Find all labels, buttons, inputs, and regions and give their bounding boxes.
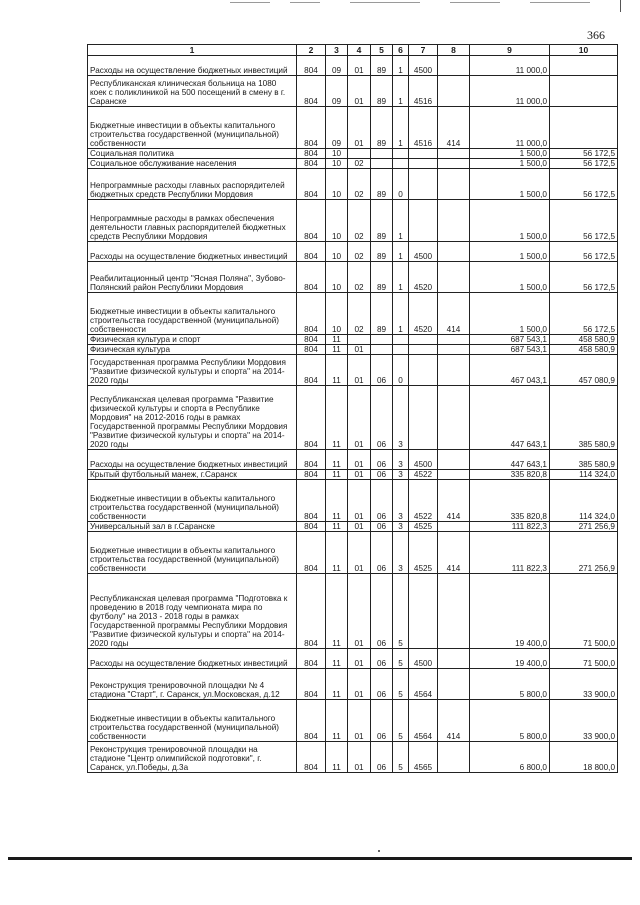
row-value-cell: 06 (371, 522, 393, 532)
row-value-cell (371, 159, 393, 169)
row-value-cell: 687 543,1 (470, 335, 550, 345)
table-row (88, 169, 618, 200)
column-header: 4 (348, 45, 371, 56)
row-value-cell: 06 (371, 669, 393, 700)
row-value-cell (409, 345, 438, 355)
row-value-cell: 804 (297, 470, 326, 480)
row-value-cell: 447 643,1 (470, 386, 550, 450)
row-value-cell (393, 159, 409, 169)
table-row (88, 450, 618, 470)
column-header: 1 (88, 45, 297, 56)
row-value-cell: 1 (393, 262, 409, 293)
row-name-cell: Универсальный зал в г.Саранске (88, 522, 297, 532)
row-value-cell: 1 500,0 (470, 262, 550, 293)
row-value-cell: 804 (297, 149, 326, 159)
row-value-cell: 56 172,5 (550, 159, 618, 169)
table-body (88, 56, 618, 773)
row-name-cell: Бюджетные инвестиции в объекты капитального строительства государственной (муниципальной) собственности (88, 293, 297, 335)
table-row (88, 470, 618, 480)
row-value-cell: 4565 (409, 742, 438, 773)
row-value-cell: 06 (371, 480, 393, 522)
row-value-cell: 447 643,1 (470, 450, 550, 470)
row-value-cell (409, 149, 438, 159)
row-value-cell: 10 (326, 159, 348, 169)
row-value-cell: 11 (326, 355, 348, 386)
row-value-cell (438, 649, 470, 669)
row-value-cell (409, 159, 438, 169)
row-value-cell (438, 470, 470, 480)
row-value-cell: 01 (348, 386, 371, 450)
row-value-cell: 10 (326, 262, 348, 293)
row-value-cell: 11 (326, 335, 348, 345)
row-value-cell (438, 345, 470, 355)
row-value-cell (393, 345, 409, 355)
column-header: 8 (438, 45, 470, 56)
row-value-cell: 09 (326, 107, 348, 149)
row-value-cell: 804 (297, 649, 326, 669)
table-row (88, 649, 618, 669)
row-value-cell: 111 822,3 (470, 532, 550, 574)
row-value-cell: 89 (371, 293, 393, 335)
row-value-cell: 11 (326, 480, 348, 522)
row-value-cell: 02 (348, 293, 371, 335)
row-value-cell: 414 (438, 293, 470, 335)
row-value-cell: 3 (393, 450, 409, 470)
row-value-cell: 10 (326, 149, 348, 159)
scan-header-marks (230, 0, 610, 8)
row-value-cell: 33 900,0 (550, 669, 618, 700)
row-name-cell: Социальное обслуживание населения (88, 159, 297, 169)
column-header: 6 (393, 45, 409, 56)
row-value-cell (438, 742, 470, 773)
row-value-cell: 458 580,9 (550, 345, 618, 355)
row-value-cell: 5 800,0 (470, 669, 550, 700)
row-value-cell (438, 262, 470, 293)
row-value-cell (550, 76, 618, 107)
table-row (88, 293, 618, 335)
row-value-cell: 414 (438, 700, 470, 742)
row-name-cell: Государственная программа Республики Мордовия "Развитие физической культуры и спорта" на 2014-2020 годы (88, 355, 297, 386)
row-value-cell: 11 (326, 450, 348, 470)
row-value-cell: 1 (393, 293, 409, 335)
row-value-cell: 11 (326, 700, 348, 742)
table-row (88, 522, 618, 532)
row-value-cell: 11 (326, 532, 348, 574)
row-value-cell: 804 (297, 262, 326, 293)
row-value-cell: 06 (371, 700, 393, 742)
row-value-cell: 804 (297, 345, 326, 355)
row-name-cell: Республиканская целевая программа "Подготовка к проведению в 2018 году чемпионата мира по футболу" на 2013 - 2018 годы в рамках Государственной программы Республики Мордовия "Развитие физической культуры и спорта" на 2014-2020 годы (88, 574, 297, 649)
table-row (88, 345, 618, 355)
row-value-cell: 01 (348, 522, 371, 532)
row-value-cell: 19 400,0 (470, 649, 550, 669)
row-value-cell: 458 580,9 (550, 335, 618, 345)
row-value-cell: 804 (297, 76, 326, 107)
row-name-cell: Расходы на осуществление бюджетных инвестиций (88, 649, 297, 669)
row-name-cell: Бюджетные инвестиции в объекты капитального строительства государственной (муниципальной) собственности (88, 480, 297, 522)
row-value-cell: 11 (326, 574, 348, 649)
row-value-cell: 5 (393, 649, 409, 669)
row-value-cell: 1 (393, 56, 409, 76)
row-value-cell: 5 (393, 669, 409, 700)
row-value-cell: 3 (393, 480, 409, 522)
row-value-cell: 89 (371, 200, 393, 242)
row-value-cell: 01 (348, 355, 371, 386)
table-row (88, 262, 618, 293)
row-value-cell: 5 800,0 (470, 700, 550, 742)
column-header: 3 (326, 45, 348, 56)
row-value-cell: 89 (371, 262, 393, 293)
row-value-cell: 804 (297, 700, 326, 742)
row-value-cell: 804 (297, 56, 326, 76)
row-value-cell: 804 (297, 386, 326, 450)
row-value-cell: 1 500,0 (470, 149, 550, 159)
row-value-cell: 56 172,5 (550, 242, 618, 262)
row-value-cell: 19 400,0 (470, 574, 550, 649)
row-value-cell: 10 (326, 169, 348, 200)
row-value-cell: 804 (297, 522, 326, 532)
row-value-cell: 10 (326, 200, 348, 242)
row-value-cell (348, 149, 371, 159)
row-value-cell: 5 (393, 574, 409, 649)
table-row (88, 386, 618, 450)
row-value-cell: 02 (348, 159, 371, 169)
row-value-cell (438, 355, 470, 386)
row-value-cell: 56 172,5 (550, 169, 618, 200)
row-name-cell: Реабилитационный центр "Ясная Поляна", Зубово-Полянский район Республики Мордовия (88, 262, 297, 293)
row-value-cell: 11 (326, 669, 348, 700)
table-row (88, 700, 618, 742)
row-value-cell: 1 500,0 (470, 169, 550, 200)
row-value-cell (438, 56, 470, 76)
row-value-cell: 804 (297, 355, 326, 386)
row-value-cell: 414 (438, 532, 470, 574)
bottom-rule (8, 857, 632, 860)
row-name-cell: Крытый футбольный манеж, г.Саранск (88, 470, 297, 480)
row-value-cell (438, 159, 470, 169)
row-value-cell: 01 (348, 532, 371, 574)
row-value-cell (438, 574, 470, 649)
row-value-cell: 414 (438, 480, 470, 522)
row-value-cell: 5 (393, 700, 409, 742)
row-value-cell: 56 172,5 (550, 262, 618, 293)
row-value-cell: 687 543,1 (470, 345, 550, 355)
corner-mark (620, 0, 621, 12)
row-value-cell: 114 324,0 (550, 480, 618, 522)
row-value-cell: 89 (371, 169, 393, 200)
row-value-cell (550, 56, 618, 76)
row-value-cell: 0 (393, 169, 409, 200)
row-value-cell: 02 (348, 169, 371, 200)
row-value-cell: 804 (297, 335, 326, 345)
row-value-cell (438, 200, 470, 242)
row-value-cell: 89 (371, 242, 393, 262)
row-value-cell: 457 080,9 (550, 355, 618, 386)
row-value-cell (409, 355, 438, 386)
row-value-cell: 804 (297, 574, 326, 649)
row-value-cell (438, 169, 470, 200)
row-value-cell: 1 (393, 76, 409, 107)
row-value-cell: 11 (326, 470, 348, 480)
row-value-cell: 02 (348, 262, 371, 293)
row-value-cell: 3 (393, 522, 409, 532)
row-value-cell (409, 386, 438, 450)
table-row (88, 107, 618, 149)
row-value-cell (348, 335, 371, 345)
row-value-cell: 1 (393, 200, 409, 242)
row-value-cell: 1 500,0 (470, 159, 550, 169)
row-value-cell: 71 500,0 (550, 574, 618, 649)
row-value-cell (409, 574, 438, 649)
table-row (88, 200, 618, 242)
row-value-cell: 4522 (409, 480, 438, 522)
scan-dot (378, 850, 380, 852)
row-value-cell: 02 (348, 242, 371, 262)
table-row (88, 76, 618, 107)
page-number: 366 (587, 28, 605, 42)
row-value-cell: 06 (371, 355, 393, 386)
row-value-cell: 01 (348, 107, 371, 149)
row-value-cell (438, 386, 470, 450)
row-value-cell: 4520 (409, 293, 438, 335)
column-header: 10 (550, 45, 618, 56)
row-value-cell: 06 (371, 470, 393, 480)
row-value-cell: 89 (371, 76, 393, 107)
table-row (88, 56, 618, 76)
row-value-cell: 01 (348, 76, 371, 107)
row-value-cell: 804 (297, 200, 326, 242)
row-value-cell: 1 500,0 (470, 242, 550, 262)
row-name-cell: Расходы на осуществление бюджетных инвестиций (88, 242, 297, 262)
row-value-cell: 06 (371, 450, 393, 470)
row-name-cell: Расходы на осуществление бюджетных инвестиций (88, 56, 297, 76)
row-value-cell: 4500 (409, 450, 438, 470)
row-value-cell: 11 (326, 522, 348, 532)
row-value-cell (371, 345, 393, 355)
row-value-cell: 01 (348, 669, 371, 700)
row-value-cell: 3 (393, 470, 409, 480)
row-value-cell: 804 (297, 242, 326, 262)
row-value-cell: 56 172,5 (550, 200, 618, 242)
row-value-cell: 4564 (409, 669, 438, 700)
row-value-cell (438, 242, 470, 262)
row-value-cell: 33 900,0 (550, 700, 618, 742)
table-row (88, 532, 618, 574)
row-value-cell: 804 (297, 742, 326, 773)
row-value-cell: 06 (371, 742, 393, 773)
table-row (88, 480, 618, 522)
row-value-cell: 414 (438, 107, 470, 149)
row-value-cell (438, 669, 470, 700)
row-value-cell: 01 (348, 470, 371, 480)
row-value-cell: 01 (348, 742, 371, 773)
row-value-cell: 5 (393, 742, 409, 773)
row-value-cell: 385 580,9 (550, 450, 618, 470)
row-value-cell: 01 (348, 56, 371, 76)
row-value-cell: 01 (348, 574, 371, 649)
row-value-cell (393, 335, 409, 345)
column-header: 7 (409, 45, 438, 56)
row-value-cell (438, 522, 470, 532)
row-value-cell: 804 (297, 159, 326, 169)
row-value-cell (371, 335, 393, 345)
row-name-cell: Республиканская целевая программа "Развитие физической культуры и спорта в Республике Мордовия" на 2012-2016 годы в рамках Государственной программы Республики Мордовия "Развитие физической культуры и спорта" на 2014-2020 годы (88, 386, 297, 450)
row-value-cell: 01 (348, 345, 371, 355)
row-value-cell: 111 822,3 (470, 522, 550, 532)
table-row (88, 574, 618, 649)
row-value-cell (438, 450, 470, 470)
row-value-cell: 06 (371, 574, 393, 649)
row-name-cell: Бюджетные инвестиции в объекты капитального строительства государственной (муниципальной) собственности (88, 532, 297, 574)
row-value-cell: 3 (393, 532, 409, 574)
row-value-cell: 4500 (409, 242, 438, 262)
row-value-cell: 09 (326, 76, 348, 107)
row-value-cell: 6 800,0 (470, 742, 550, 773)
column-header: 2 (297, 45, 326, 56)
row-name-cell: Физическая культура и спорт (88, 335, 297, 345)
row-value-cell: 89 (371, 107, 393, 149)
table-row (88, 355, 618, 386)
row-value-cell: 01 (348, 700, 371, 742)
row-name-cell: Физическая культура (88, 345, 297, 355)
row-value-cell: 06 (371, 386, 393, 450)
row-value-cell (393, 149, 409, 159)
column-header: 5 (371, 45, 393, 56)
row-value-cell: 11 000,0 (470, 107, 550, 149)
row-value-cell: 1 (393, 107, 409, 149)
row-value-cell: 3 (393, 386, 409, 450)
row-value-cell: 804 (297, 450, 326, 470)
row-value-cell: 01 (348, 450, 371, 470)
table-header-row (88, 45, 618, 56)
table-row (88, 242, 618, 262)
row-value-cell: 18 800,0 (550, 742, 618, 773)
row-value-cell: 56 172,5 (550, 293, 618, 335)
row-value-cell: 09 (326, 56, 348, 76)
table-row (88, 742, 618, 773)
row-value-cell (409, 335, 438, 345)
row-name-cell: Республиканская клиническая больница на 1080 коек с поликлиникой на 500 посещений в смену в г. Саранске (88, 76, 297, 107)
row-value-cell: 335 820,8 (470, 470, 550, 480)
row-value-cell: 1 500,0 (470, 293, 550, 335)
row-value-cell (438, 335, 470, 345)
row-value-cell: 4520 (409, 262, 438, 293)
row-value-cell: 06 (371, 532, 393, 574)
row-value-cell: 271 256,9 (550, 522, 618, 532)
row-value-cell: 10 (326, 242, 348, 262)
table-row (88, 669, 618, 700)
row-value-cell: 4525 (409, 522, 438, 532)
table-row (88, 335, 618, 345)
row-value-cell: 0 (393, 355, 409, 386)
row-value-cell: 02 (348, 200, 371, 242)
row-name-cell: Социальная политика (88, 149, 297, 159)
row-value-cell: 4516 (409, 107, 438, 149)
row-value-cell: 335 820,8 (470, 480, 550, 522)
row-value-cell (438, 149, 470, 159)
row-value-cell: 804 (297, 107, 326, 149)
row-value-cell: 11 (326, 649, 348, 669)
row-value-cell: 804 (297, 480, 326, 522)
row-name-cell: Бюджетные инвестиции в объекты капитального строительства государственной (муниципальной) собственности (88, 107, 297, 149)
row-value-cell: 4525 (409, 532, 438, 574)
row-value-cell: 4564 (409, 700, 438, 742)
row-value-cell: 06 (371, 649, 393, 669)
row-value-cell: 804 (297, 169, 326, 200)
row-value-cell: 11 000,0 (470, 56, 550, 76)
budget-table (87, 44, 618, 773)
row-name-cell: Расходы на осуществление бюджетных инвестиций (88, 450, 297, 470)
table-row (88, 149, 618, 159)
row-value-cell (409, 169, 438, 200)
row-value-cell: 804 (297, 293, 326, 335)
row-value-cell: 467 043,1 (470, 355, 550, 386)
row-value-cell: 11 (326, 345, 348, 355)
column-header: 9 (470, 45, 550, 56)
row-value-cell: 01 (348, 649, 371, 669)
row-value-cell: 804 (297, 532, 326, 574)
row-value-cell: 1 500,0 (470, 200, 550, 242)
row-value-cell (409, 200, 438, 242)
row-value-cell: 01 (348, 480, 371, 522)
row-name-cell: Реконструкция тренировочной площадки на стадионе "Центр олимпийской подготовки", г. Саранск, ул.Победы, д.3а (88, 742, 297, 773)
row-name-cell: Бюджетные инвестиции в объекты капитального строительства государственной (муниципальной) собственности (88, 700, 297, 742)
row-value-cell: 11 (326, 742, 348, 773)
row-value-cell: 11 000,0 (470, 76, 550, 107)
row-value-cell (371, 149, 393, 159)
row-value-cell: 385 580,9 (550, 386, 618, 450)
row-value-cell: 89 (371, 56, 393, 76)
row-value-cell: 114 324,0 (550, 470, 618, 480)
row-value-cell: 804 (297, 669, 326, 700)
row-value-cell: 71 500,0 (550, 649, 618, 669)
row-value-cell: 4500 (409, 649, 438, 669)
row-value-cell: 4516 (409, 76, 438, 107)
row-value-cell: 10 (326, 293, 348, 335)
row-value-cell: 4522 (409, 470, 438, 480)
row-value-cell: 1 (393, 242, 409, 262)
row-name-cell: Реконструкция тренировочной площадки № 4 стадиона "Старт", г. Саранск, ул.Московская, д.12 (88, 669, 297, 700)
row-value-cell: 56 172,5 (550, 149, 618, 159)
row-name-cell: Непрограммные расходы в рамках обеспечения деятельности главных распорядителей бюджетных средств Республики Мордовия (88, 200, 297, 242)
row-value-cell: 271 256,9 (550, 532, 618, 574)
row-value-cell: 11 (326, 386, 348, 450)
table-row (88, 159, 618, 169)
row-value-cell (550, 107, 618, 149)
row-value-cell (438, 76, 470, 107)
row-name-cell: Непрограммные расходы главных распорядителей бюджетных средств Республики Мордовия (88, 169, 297, 200)
row-value-cell: 4500 (409, 56, 438, 76)
